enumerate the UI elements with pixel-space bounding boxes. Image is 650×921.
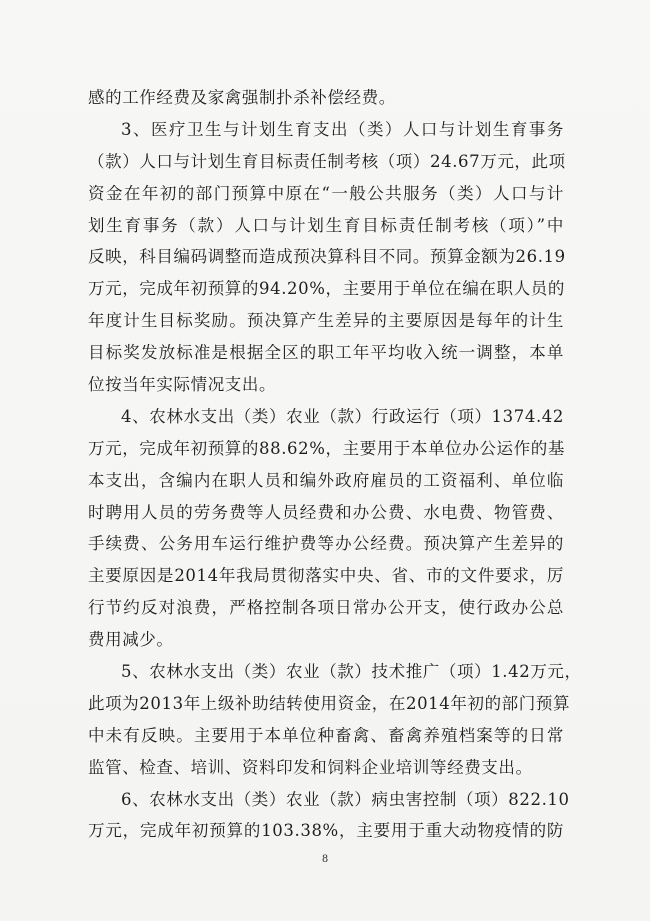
paragraph-line: 手续费、公务用车运行维护费等办公经费。预决算产生差异的 [88, 534, 564, 554]
paragraph-line: 划生育事务（款）人口与计划生育目标责任制考核（项）”中 [88, 215, 564, 235]
paragraph-line: 年度计生目标奖励。预决算产生差异的主要原因是每年的计生 [88, 311, 564, 331]
document-body [88, 82, 582, 847]
paragraph-line: 时聘用人员的劳务费等人员经费和办公费、水电费、物管费、 [88, 502, 564, 522]
paragraph-line: 万元，完成年初预算的88.62%，主要用于本单位办公运作的基 [88, 438, 565, 458]
paragraph-line: 反映，科目编码调整而造成预决算科目不同。预算金额为26.19 [88, 247, 566, 267]
paragraph-line: 5、农林水支出（类）农业（款）技术推广（项）1.42万元， [121, 662, 582, 682]
paragraph-line: 监管、检查、培训、资料印发和饲料企业培训等经费支出。 [88, 757, 533, 777]
paragraph-line: 此项为2013年上级补助结转使用资金，在2014年初的部门预算 [88, 693, 571, 713]
paragraph-line: 感的工作经费及家禽强制扑杀补偿经费。 [88, 88, 396, 107]
paragraph-line: 主要原因是2014年我局贯彻落实中央、省、市的文件要求，厉 [88, 566, 564, 586]
paragraph-line: 6、农林水支出（类）农业（款）病虫害控制（项）822.10 [121, 789, 570, 809]
paragraph-line: 万元，完成年初预算的94.20%，主要用于单位在编在职人员的 [88, 279, 565, 299]
paragraph-line: 行节约反对浪费，严格控制各项日常办公开支，使行政办公总 [88, 598, 564, 618]
paragraph-line: 中未有反映。主要用于本单位种畜禽、畜禽养殖档案等的日常 [88, 725, 564, 745]
paragraph-line: 3、医疗卫生与计划生育支出（类）人口与计划生育事务 [121, 119, 564, 139]
paragraph-line: 费用减少。 [88, 630, 174, 650]
paragraph-line: 目标奖发放标准是根据全区的职工年平均收入统一调整，本单 [88, 343, 564, 363]
page-number: 8 [321, 854, 329, 865]
paragraph-line: 4、农林水支出（类）农业（款）行政运行（项）1374.42 [121, 406, 564, 426]
paragraph-line: 位按当年实际情况支出。 [88, 375, 277, 395]
paragraph-line: （款）人口与计划生育目标责任制考核（项）24.67万元，此项 [88, 151, 566, 171]
paragraph-line: 资金在年初的部门预算中原在“一般公共服务（类）人口与计 [88, 183, 564, 203]
paragraph-line: 万元，完成年初预算的103.38%，主要用于重大动物疫情的防 [88, 821, 564, 841]
paragraph-line: 本支出，含编内在职人员和编外政府雇员的工资福利、单位临 [88, 470, 564, 490]
